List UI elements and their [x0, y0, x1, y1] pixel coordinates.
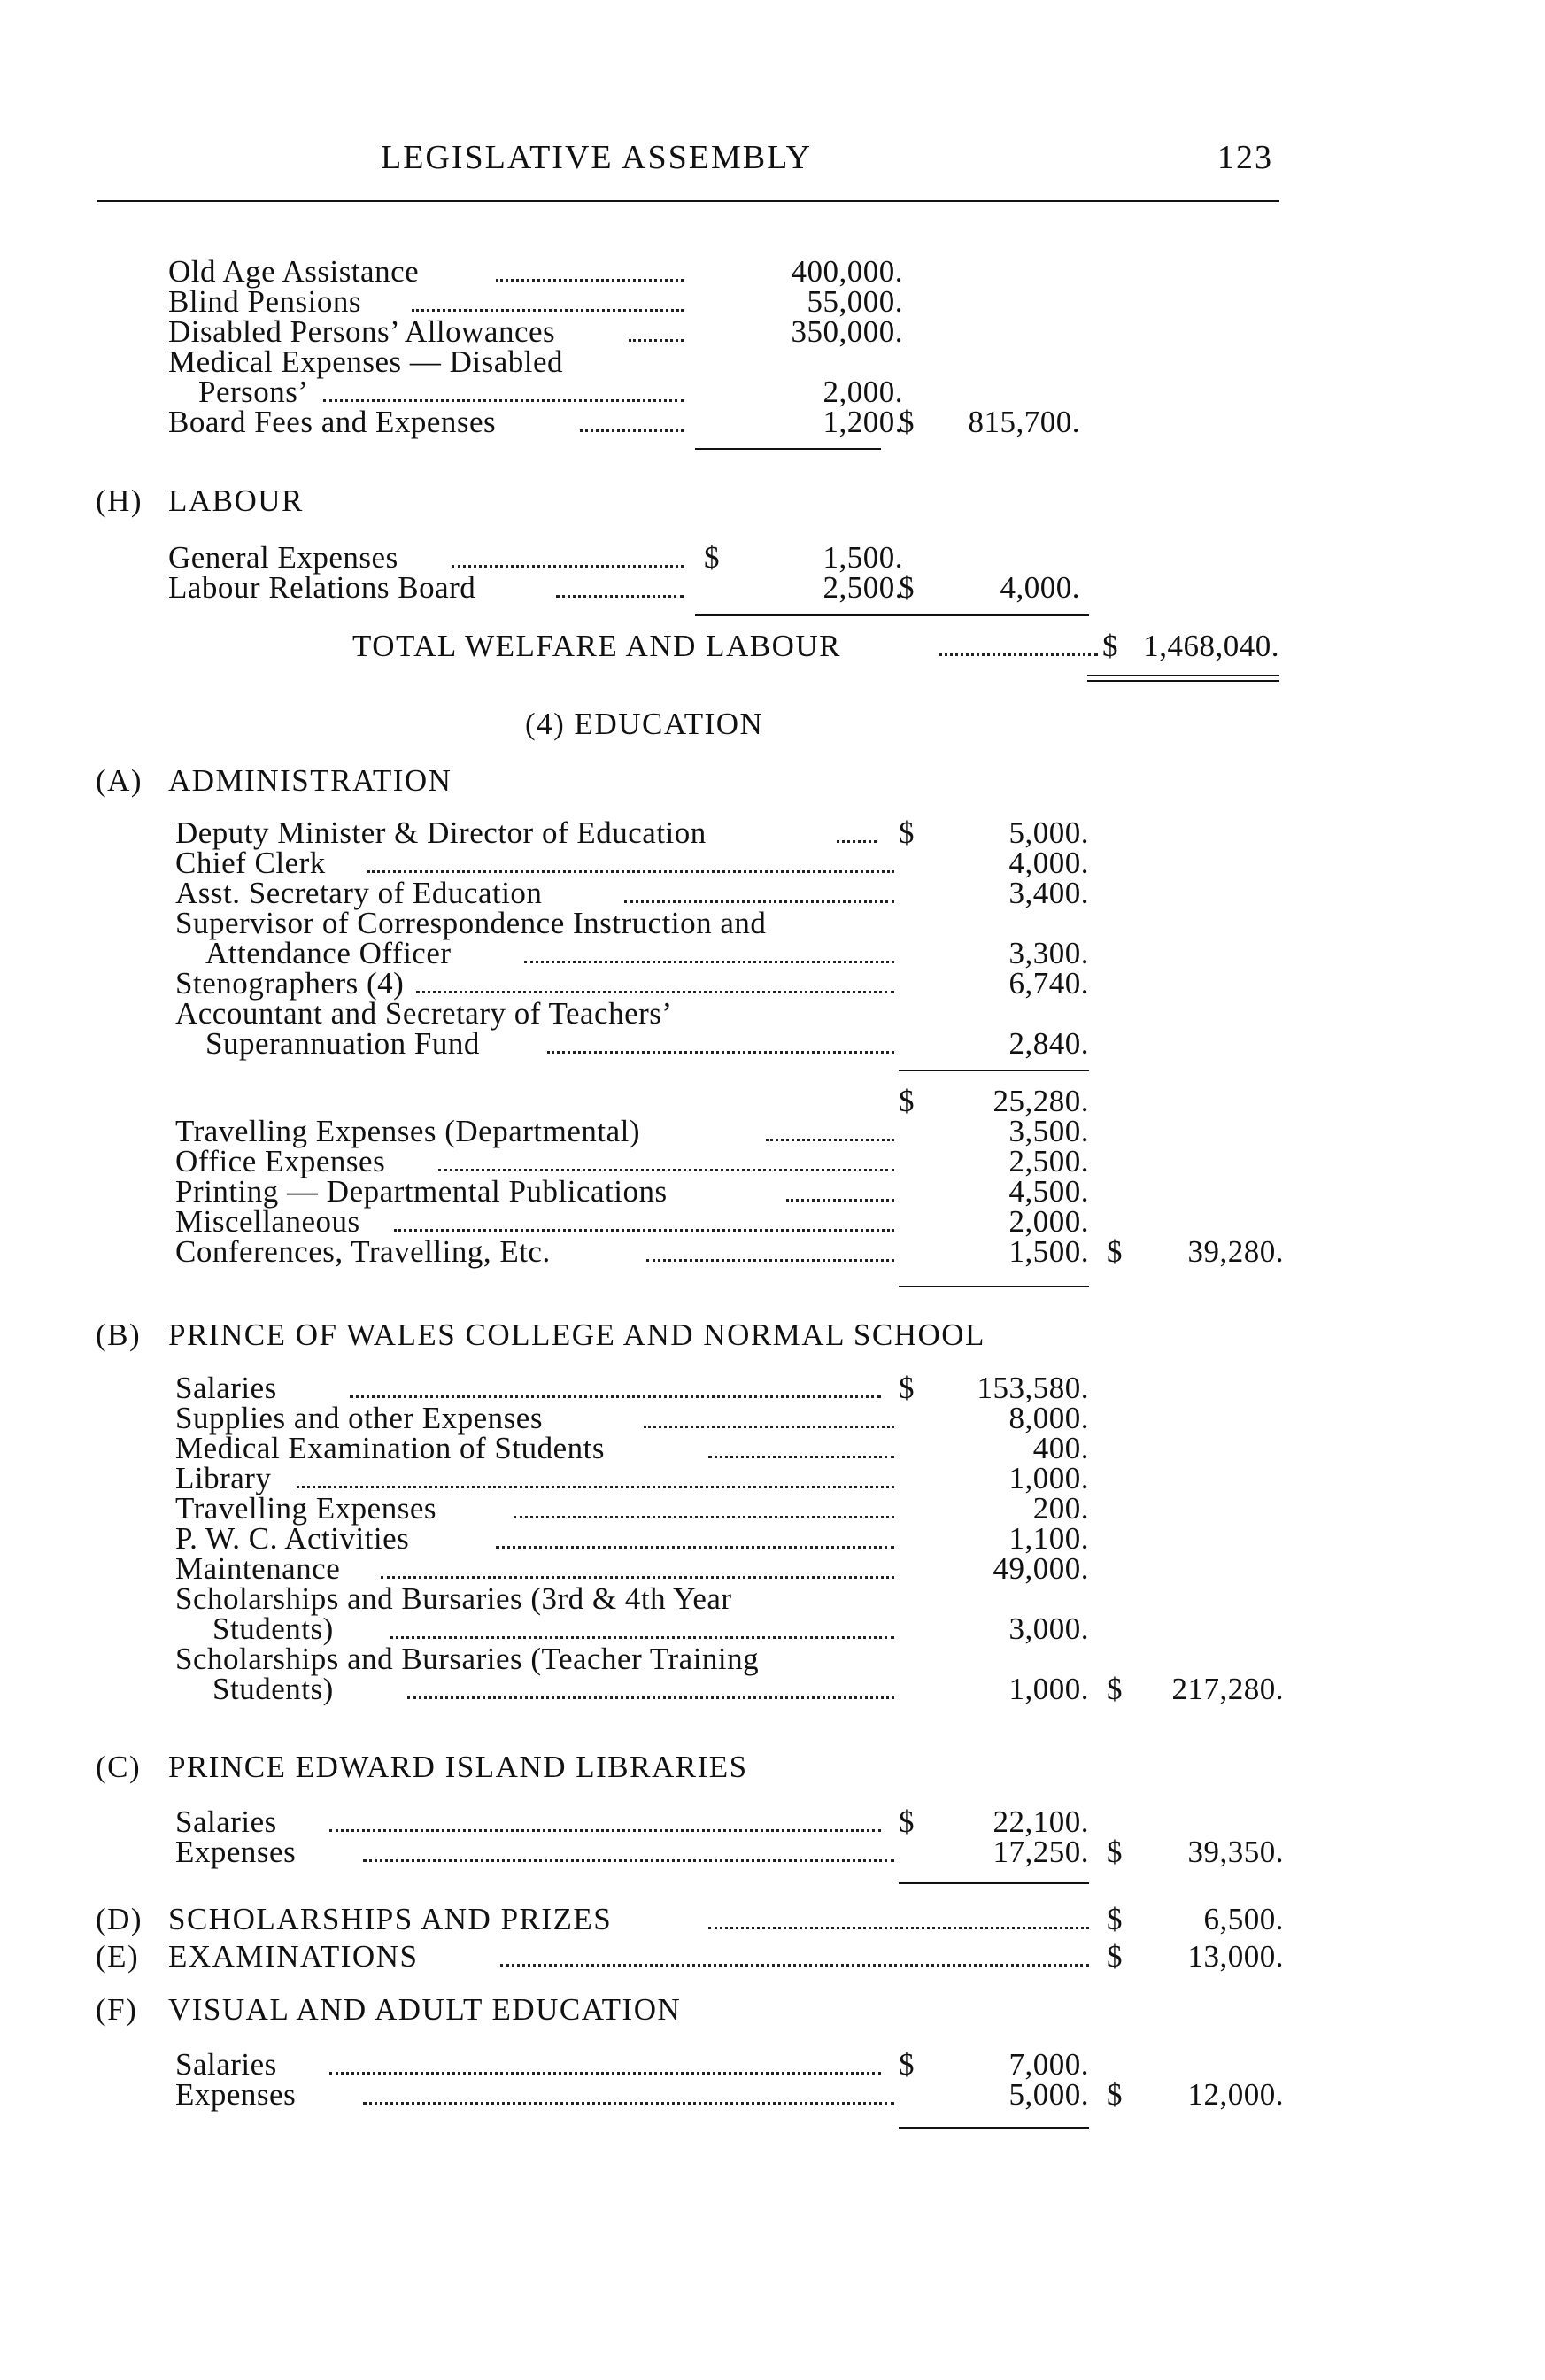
double-rule-bottom: [1087, 680, 1279, 682]
item-label: Library: [175, 1461, 272, 1495]
item-label: Medical Expenses — Disabled: [168, 344, 564, 379]
leader-dots: [708, 1927, 1089, 1929]
subtotal-rule: [899, 1070, 1089, 1071]
subtotal-rule: [899, 2127, 1089, 2129]
item-amount: 1,000.: [1008, 1672, 1089, 1706]
item-label: Stenographers (4): [175, 966, 405, 1001]
item-label: Blind Pensions: [168, 284, 362, 319]
leader-dots: [407, 1696, 894, 1699]
item-label: Conferences, Travelling, Etc.: [175, 1234, 551, 1269]
leader-dots: [412, 309, 684, 312]
currency-sign: $: [899, 2047, 915, 2082]
leader-dots: [323, 399, 684, 402]
currency-sign: $: [1102, 629, 1118, 663]
item-amount: 2,500.: [823, 570, 903, 605]
leader-dots: [390, 1636, 894, 1639]
grand-total-value: 1,468,040.: [1143, 629, 1279, 663]
item-amount: 3,500.: [1008, 1114, 1089, 1148]
item-label: Medical Examination of Students: [175, 1431, 605, 1465]
leader-dots: [350, 1395, 881, 1398]
item-amount: 6,740.: [1008, 966, 1089, 1001]
item-label: Board Fees and Expenses: [168, 405, 497, 439]
currency-sign: $: [1107, 1939, 1123, 1974]
item-amount: 2,500.: [1008, 1144, 1089, 1178]
education-heading: (4) EDUCATION: [525, 707, 764, 741]
item-label: Expenses: [175, 1835, 297, 1869]
item-amount: 3,000.: [1008, 1611, 1089, 1646]
section-title: PRINCE OF WALES COLLEGE AND NORMAL SCHOOL: [168, 1318, 985, 1352]
item-amount: 2,840.: [1008, 1026, 1089, 1061]
item-amount: 200.: [1032, 1491, 1089, 1526]
leader-dots: [381, 1576, 894, 1579]
page-title: LEGISLATIVE ASSEMBLY: [381, 139, 812, 176]
currency-sign: $: [1107, 1672, 1123, 1706]
item-amount: 1,000.: [1008, 1461, 1089, 1495]
grand-total-label: TOTAL WELFARE AND LABOUR: [352, 629, 842, 663]
item-total: 217,280.: [1171, 1672, 1284, 1706]
leader-dots: [837, 840, 877, 843]
item-label-continued: Students): [212, 1611, 334, 1646]
item-label: Expenses: [175, 2077, 297, 2112]
section-letter: (E): [96, 1939, 140, 1974]
item-label: Disabled Persons’ Allowances: [168, 314, 556, 349]
currency-sign: $: [899, 570, 915, 605]
subtotal-amount: 25,280.: [993, 1084, 1089, 1118]
item-label: Salaries: [175, 1804, 277, 1839]
section-title: EXAMINATIONS: [168, 1939, 419, 1974]
section-letter: (C): [96, 1750, 142, 1784]
leader-dots: [524, 961, 894, 963]
leader-dots: [452, 565, 684, 568]
item-amount: 17,250.: [993, 1835, 1089, 1869]
leader-dots: [329, 2072, 881, 2075]
item-label: Scholarships and Bursaries (Teacher Training: [175, 1642, 760, 1676]
leader-dots: [629, 339, 684, 342]
subtotal-rule: [695, 448, 881, 450]
leader-dots: [363, 2102, 894, 2105]
item-label: Maintenance: [175, 1551, 341, 1586]
item-label-continued: Superannuation Fund: [205, 1026, 480, 1061]
item-label: Deputy Minister & Director of Education: [175, 815, 707, 850]
leader-dots: [708, 1456, 894, 1458]
section-letter: (A): [96, 763, 143, 798]
item-amount: 4,000.: [1008, 846, 1089, 880]
leader-dots: [367, 870, 894, 873]
currency-sign: $: [899, 1371, 915, 1405]
item-total: 4,000.: [1000, 570, 1080, 605]
leader-dots: [646, 1259, 894, 1262]
leader-dots: [939, 653, 1098, 656]
item-amount: 400,000.: [791, 254, 903, 289]
item-amount: 1,200.: [823, 405, 903, 439]
item-amount: 350,000.: [791, 314, 903, 349]
currency-sign: $: [1107, 1234, 1123, 1269]
subtotal-rule: [899, 1882, 1089, 1884]
item-amount: 153,580.: [977, 1371, 1089, 1405]
item-amount: 2,000.: [823, 375, 903, 409]
item-amount: 5,000.: [1008, 815, 1089, 850]
item-label: Supplies and other Expenses: [175, 1401, 543, 1435]
item-label: Office Expenses: [175, 1144, 386, 1178]
header-rule: [97, 200, 1279, 202]
page-number: 123: [1217, 139, 1273, 176]
leader-dots: [297, 1486, 894, 1488]
item-label: Miscellaneous: [175, 1204, 360, 1239]
item-label-continued: Persons’: [198, 375, 309, 409]
section-title: LABOUR: [168, 483, 304, 518]
item-label: Salaries: [175, 1371, 277, 1405]
item-label-continued: Students): [212, 1672, 334, 1706]
item-total: 12,000.: [1187, 2077, 1284, 2112]
leader-dots: [624, 900, 894, 903]
item-total: 39,350.: [1187, 1835, 1284, 1869]
item-label: General Expenses: [168, 540, 398, 575]
item-amount: 1,100.: [1008, 1521, 1089, 1556]
item-label-continued: Attendance Officer: [205, 936, 452, 970]
item-label: Old Age Assistance: [168, 254, 420, 289]
item-label: Scholarships and Bursaries (3rd & 4th Year: [175, 1581, 732, 1616]
double-rule-top: [1087, 675, 1279, 676]
item-total: 39,280.: [1187, 1234, 1284, 1269]
leader-dots: [500, 1964, 1089, 1967]
item-label: Travelling Expenses: [175, 1491, 436, 1526]
currency-sign: $: [899, 405, 915, 439]
item-label: Chief Clerk: [175, 846, 326, 880]
leader-dots: [766, 1139, 894, 1141]
section-letter: (H): [96, 483, 143, 518]
item-total: 13,000.: [1187, 1939, 1284, 1974]
item-amount: 1,500.: [1008, 1234, 1089, 1269]
section-letter: (D): [96, 1902, 143, 1936]
subtotal-rule: [899, 1286, 1089, 1287]
leader-dots: [416, 991, 894, 993]
item-amount: 2,000.: [1008, 1204, 1089, 1239]
item-label: Supervisor of Correspondence Instruction and: [175, 906, 767, 940]
leader-dots: [786, 1199, 894, 1202]
item-label: Printing — Departmental Publications: [175, 1174, 668, 1209]
item-amount: 8,000.: [1008, 1401, 1089, 1435]
leader-dots: [438, 1169, 894, 1171]
section-title: ADMINISTRATION: [168, 763, 452, 798]
item-amount: 400.: [1032, 1431, 1089, 1465]
leader-dots: [394, 1229, 894, 1232]
item-total: 6,500.: [1203, 1902, 1284, 1936]
item-amount: 22,100.: [993, 1804, 1089, 1839]
section-letter: (F): [96, 1992, 138, 2027]
item-amount: 7,000.: [1008, 2047, 1089, 2082]
subtotal-rule: [695, 614, 1089, 616]
leader-dots: [547, 1051, 894, 1054]
currency-sign: $: [704, 540, 720, 575]
leader-dots: [556, 595, 684, 598]
currency-sign: $: [1107, 2077, 1123, 2112]
section-title: VISUAL AND ADULT EDUCATION: [168, 1992, 682, 2027]
item-amount: 3,300.: [1008, 936, 1089, 970]
item-total: 815,700.: [968, 405, 1080, 439]
leader-dots: [580, 429, 684, 432]
item-label: Asst. Secretary of Education: [175, 876, 543, 910]
leader-dots: [363, 1859, 894, 1862]
item-label: P. W. C. Activities: [175, 1521, 410, 1556]
item-amount: 3,400.: [1008, 876, 1089, 910]
section-title: SCHOLARSHIPS AND PRIZES: [168, 1902, 613, 1936]
item-amount: 49,000.: [993, 1551, 1089, 1586]
currency-sign: $: [899, 1804, 915, 1839]
currency-sign: $: [899, 1084, 915, 1118]
leader-dots: [496, 1546, 894, 1549]
item-amount: 1,500.: [823, 540, 903, 575]
leader-dots: [496, 279, 684, 282]
currency-sign: $: [899, 815, 915, 850]
currency-sign: $: [1107, 1835, 1123, 1869]
section-letter: (B): [96, 1318, 142, 1352]
currency-sign: $: [1107, 1902, 1123, 1936]
leader-dots: [329, 1829, 881, 1832]
item-amount: 5,000.: [1008, 2077, 1089, 2112]
item-label: Travelling Expenses (Departmental): [175, 1114, 641, 1148]
section-title: PRINCE EDWARD ISLAND LIBRARIES: [168, 1750, 748, 1784]
leader-dots: [514, 1516, 894, 1518]
item-amount: 55,000.: [807, 284, 903, 319]
leader-dots: [644, 1426, 894, 1428]
item-label: Accountant and Secretary of Teachers’: [175, 996, 673, 1031]
item-label: Salaries: [175, 2047, 277, 2082]
item-amount: 4,500.: [1008, 1174, 1089, 1209]
item-label: Labour Relations Board: [168, 570, 476, 605]
